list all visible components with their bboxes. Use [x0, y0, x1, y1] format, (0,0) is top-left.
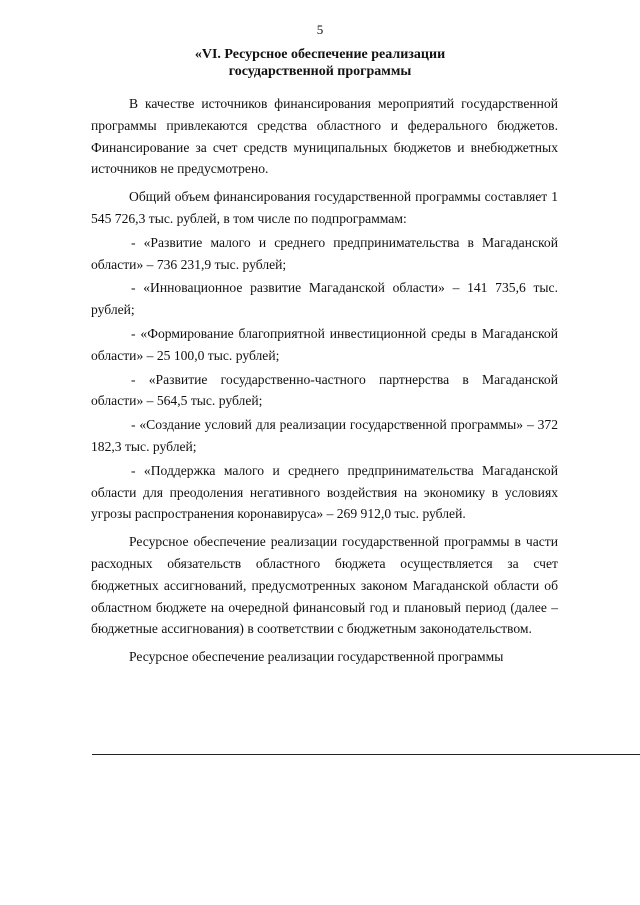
paragraph-resource-continuation: Ресурсное обеспечение реализации государственной программы — [129, 649, 504, 665]
paragraph-regional-budget: Ресурсное обеспечение реализации государственной программы в части расходных обязательств областного бюджета осуществляется за счет бюджетных ассигнований, предусмотренных законом Магаданской области об областном бюджете на очередной финансовый год и плановый период (далее – бюджетные ассигнования) в соответствии с бюджетным законодательством. — [91, 534, 558, 637]
section-heading — [0, 46, 640, 80]
page-number: 5 — [316, 22, 324, 37]
document-body — [91, 93, 558, 670]
subprogram-item: - «Поддержка малого и среднего предпринимательства Магаданской области для преодоления негативного воздействия на экономику в условиях угрозы распространения коронавируса» – 269 912,0 тыс. рублей. — [91, 462, 558, 522]
section-heading-line-2: государственной программы — [228, 64, 412, 79]
section-heading-line-1: «VI. Ресурсное обеспечение реализации — [194, 47, 446, 62]
paragraph-funding-sources: В качестве источников финансирования мероприятий государственной программы привлекаются средства областного и федерального бюджетов. Финансирование за счет средств муниципальных бюджетов и внебюджетных источников не предусмотрено. — [91, 96, 558, 177]
subprogram-item: - «Создание условий для реализации государственной программы» – 372 182,3 тыс. рублей; — [91, 417, 558, 454]
page-divider-line — [92, 754, 640, 755]
subprogram-item: - «Инновационное развитие Магаданской области» – 141 735,6 тыс. рублей; — [91, 280, 558, 318]
subprogram-item: - «Развитие государственно-частного партнерства в Магаданской области» – 564,5 тыс. рублей; — [91, 371, 558, 409]
subprogram-item: - «Развитие малого и среднего предпринимательства в Магаданской области» – 736 231,9 тыс. рублей; — [91, 234, 558, 272]
paragraph-total-funding: Общий объем финансирования государственной программы составляет 1 545 726,3 тыс. рублей, в том числе по подпрограммам: — [91, 189, 558, 226]
subprogram-item: - «Формирование благоприятной инвестиционной среды в Магаданской области» – 25 100,0 тыс. рублей; — [91, 325, 558, 363]
